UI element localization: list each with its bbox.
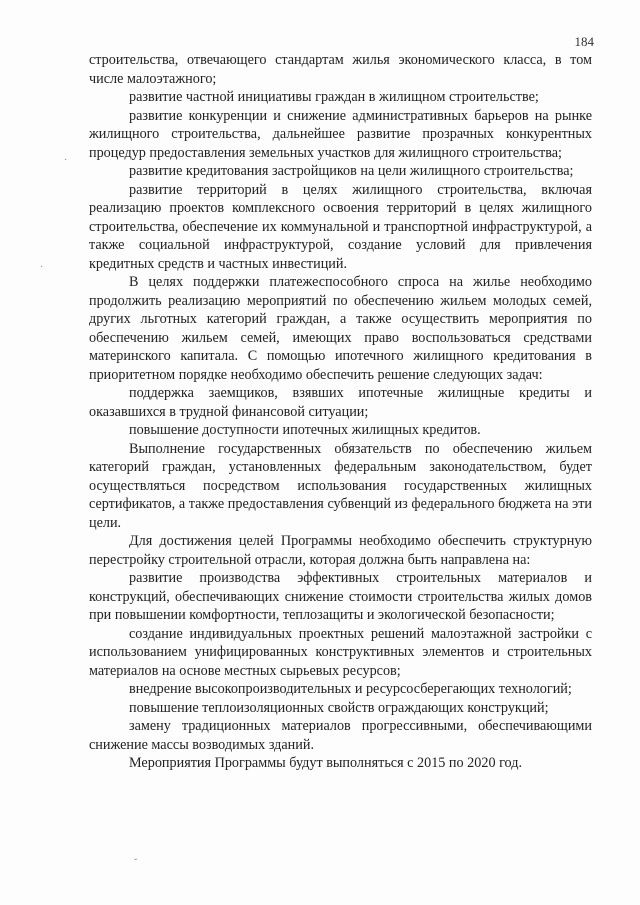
paragraph-9: Выполнение государственных обязательств по обеспечению жильем категорий граждан, установленных федеральным законодательством, будет осуществляться посредством использования государственных жилищных сертификатов, а также предоставления субвенций из федерального бюджета на эти цели.	[89, 440, 592, 531]
paragraph-10: Для достижения целей Программы необходимо обеспечить структурную перестройку строительной отрасли, которая должна быть направлена на:	[89, 533, 592, 568]
paragraph-16: Мероприятия Программы будут выполняться с 2015 по 2020 год.	[129, 755, 523, 771]
paragraph-4: развитие кредитования застройщиков на цели жилищного строительства;	[129, 163, 574, 179]
scan-speck: ˇ	[134, 858, 138, 869]
paragraph-12: создание индивидуальных проектных решений малоэтажной застройки с использованием унифицированных конструктивных элементов и строительных материалов на основе местных сырьевых ресурсов;	[89, 625, 592, 679]
paragraph-13: внедрение высокопроизводительных и ресурсосберегающих технологий;	[129, 681, 572, 697]
paragraph-11: развитие производства эффективных строительных материалов и конструкций, обеспечивающих снижение стоимости строительства жилых домов при повышении комфортности, теплозащиты и экологической безопасности;	[89, 570, 592, 623]
paragraph-8: повышение доступности ипотечных жилищных кредитов.	[129, 422, 481, 438]
paragraph-2: развитие частной инициативы граждан в жилищном строительстве;	[129, 89, 539, 105]
paragraph-1: строительства, отвечающего стандартам жилья экономического класса, в том числе малоэтажного;	[89, 52, 592, 87]
paragraph-6: В целях поддержки платежеспособного спроса на жилье необходимо продолжить реализацию мероприятий по обеспечению жильем молодых семей, других льготных категорий граждан, а также осуществить мероприятия по обеспечению жильем семей, имеющих право воспользоваться средствами материнского капитала. С помощью ипотечного жилищного кредитования в приоритетном порядке необходимо обеспечить решение следующих задач:	[89, 274, 592, 383]
paragraph-7: поддержка заемщиков, взявших ипотечные жилищные кредиты и оказавшихся в трудной финансовой ситуации;	[89, 385, 592, 420]
paragraph-14: повышение теплоизоляционных свойств ограждающих конструкций;	[129, 699, 549, 716]
page-number: 184	[574, 34, 594, 49]
scan-speck: ·	[64, 155, 68, 166]
document-body	[89, 51, 592, 773]
paragraph-15: замену традиционных материалов прогрессивными, обеспечивающими снижение массы возводимых зданий.	[89, 718, 592, 753]
paragraph-5: развитие территорий в целях жилищного строительства, включая реализацию проектов комплексного освоения территорий в целях жилищного строительства, обеспечение их коммунальной и транспортной инфраструктурой, а также социальной инфраструктурой, создание условий для привлечения кредитных средств и частных инвестиций.	[89, 181, 592, 272]
paragraph-3: развитие конкуренции и снижение административных барьеров на рынке жилищного строительства, дальнейшее развитие прозрачных конкурентных процедур предоставления земельных участков для жилищного строительства;	[89, 107, 592, 161]
scan-speck: ·	[40, 262, 44, 273]
